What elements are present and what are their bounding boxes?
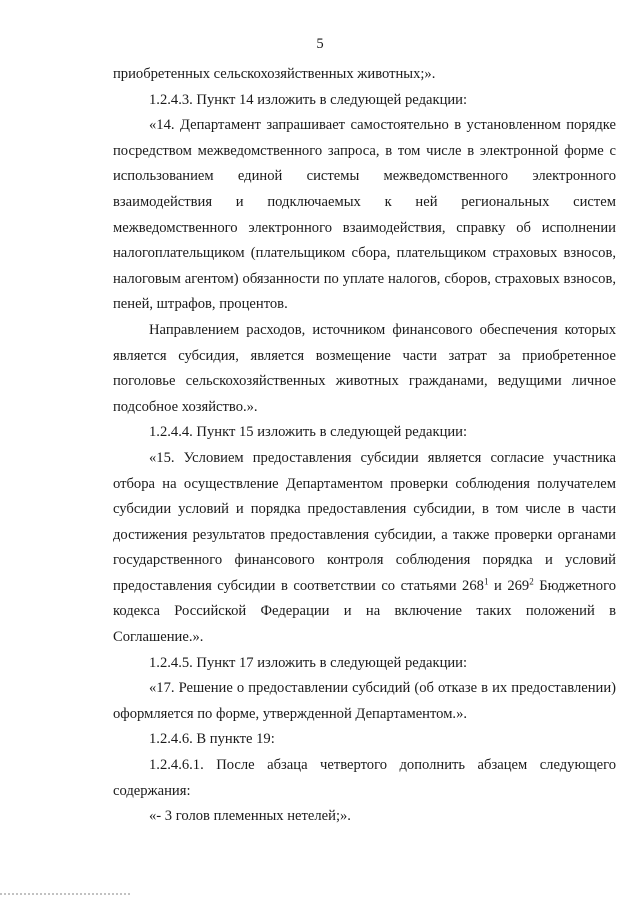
paragraph-continuation: приобретенных сельскохозяйственных животных;». (113, 66, 436, 82)
added-paragraph-text: «- 3 голов племенных нетелей;». (149, 808, 351, 825)
article-269-superscript: 2 (529, 576, 534, 587)
expense-direction-paragraph: Направлением расходов, источником финансового обеспечения которых является субсидия, является возмещение части затрат за приобретенное поголовье сельскохозяйственных животных гражданами, ведущими личное подсобное хозяйство.». (113, 321, 616, 415)
clause-1-2-4-6-1: 1.2.4.6.1. После абзаца четвертого дополнить абзацем следующего содержания: (113, 757, 616, 799)
clause-1-2-4-3: 1.2.4.3. Пункт 14 изложить в следующей редакции: (149, 91, 468, 108)
point-14-text: «14. Департамент запрашивает самостоятельно в установленном порядке посредством межведомственного запроса, в том числе в электронной форме с использованием единой системы межведомственного электронного взаимодействия и подключаемых к ней региональных систем межведомственного электронного взаимодействия, справку об исполнении налогоплательщиком (плательщиком сбора, плательщиком страховых взносов, налоговым агентом) обязанности по уплате налогов, сборов, страховых взносов, пеней, штрафов, процентов. (113, 117, 616, 313)
point-15-text-mid: и 269 (488, 577, 530, 594)
page-number: 5 (316, 36, 324, 52)
point-15-text-main: «15. Условием предоставления субсидии является согласие участника отбора на осуществление Департаментом проверки соблюдения получателем субсидии условий и порядка предоставления субсидии, в том числе в части достижения результатов предоставления субсидии, а также проверки органами государственного финансового контроля соблюдения порядка и условий предоставления субсидии в соответствии со статьями 268 (113, 449, 616, 594)
document-body (113, 62, 616, 830)
clause-1-2-4-4: 1.2.4.4. Пункт 15 изложить в следующей редакции: (149, 424, 468, 441)
point-15-text-end: Бюджетного кодекса Российской Федерации и на включение таких положений в Соглашение.». (113, 577, 617, 646)
article-268-superscript: 1 (483, 576, 489, 587)
scan-edge-artifact (0, 893, 130, 895)
point-15-text (113, 446, 616, 651)
clause-1-2-4-5: 1.2.4.5. Пункт 17 изложить в следующей редакции: (149, 654, 468, 671)
point-17-text: «17. Решение о предоставлении субсидий (об отказе в их предоставлении) оформляется по форме, утвержденной Департаментом.». (113, 680, 616, 722)
clause-1-2-4-6: 1.2.4.6. В пункте 19: (149, 731, 275, 748)
